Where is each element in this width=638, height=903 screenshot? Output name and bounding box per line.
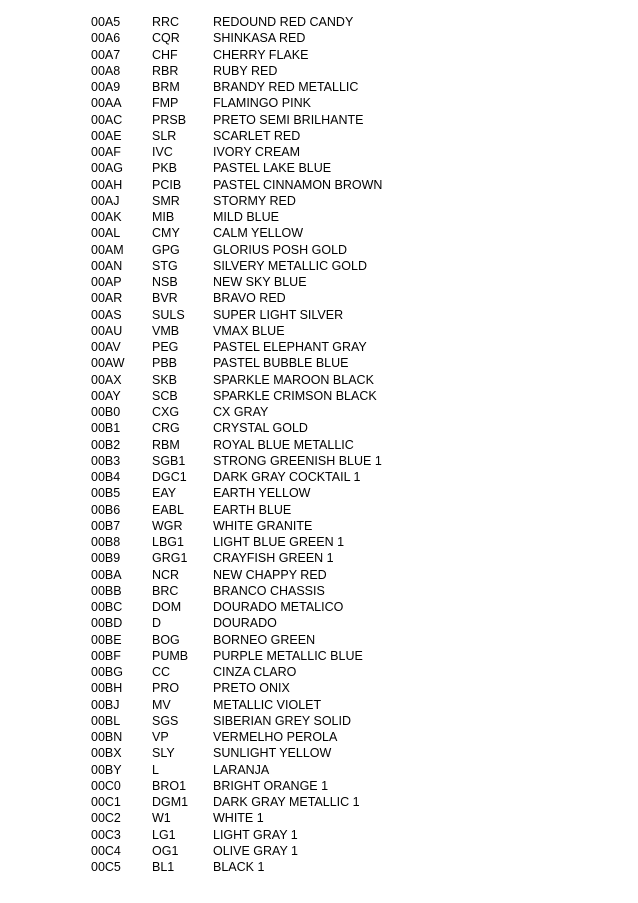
table-row	[91, 567, 513, 583]
table-row	[91, 47, 513, 63]
color-name-cell: STRONG GREENISH BLUE 1	[213, 453, 382, 468]
table-row	[91, 95, 513, 111]
table-row	[91, 599, 513, 615]
table-row	[91, 778, 513, 794]
table-row	[91, 290, 513, 306]
color-code-cell: 00AY	[91, 388, 121, 403]
color-name-cell: METALLIC VIOLET	[213, 697, 322, 712]
color-abbreviation-cell: STG	[152, 258, 178, 273]
color-name-cell: CINZA CLARO	[213, 665, 297, 679]
color-name-cell: GLORIUS POSH GOLD	[213, 242, 348, 257]
color-name-cell: BLACK 1	[213, 860, 265, 874]
color-abbreviation-cell: CMY	[152, 226, 180, 241]
color-abbreviation-cell: OG1	[152, 843, 179, 858]
color-code-cell: 00AR	[91, 291, 123, 306]
table-row	[91, 339, 513, 355]
color-abbreviation-cell: VP	[152, 730, 169, 744]
color-name-cell: PASTEL BUBBLE BLUE	[213, 356, 349, 371]
color-abbreviation-cell: NCR	[152, 567, 180, 582]
color-name-cell: DARK GRAY METALLIC 1	[213, 795, 360, 809]
color-abbreviation-cell: CXG	[152, 405, 180, 419]
table-row	[91, 372, 513, 388]
table-row	[91, 404, 513, 420]
table-row	[91, 664, 513, 680]
table-row	[91, 242, 513, 258]
color-name-cell: ROYAL BLUE METALLIC	[213, 437, 354, 452]
color-code-cell: 00BF	[91, 648, 121, 663]
color-code-cell: 00B5	[91, 486, 121, 501]
color-name-cell: CALM YELLOW	[213, 226, 304, 241]
color-code-cell: 00AW	[91, 356, 125, 371]
color-abbreviation-cell: L	[152, 762, 159, 777]
color-abbreviation-cell: VMB	[152, 323, 180, 338]
color-abbreviation-cell: PUMB	[152, 648, 189, 663]
color-name-cell: WHITE GRANITE	[213, 518, 313, 533]
table-row	[91, 453, 513, 469]
color-code-cell: 00A8	[91, 63, 121, 78]
table-row	[91, 209, 513, 225]
color-code-cell: 00AG	[91, 161, 123, 176]
color-abbreviation-cell: PRSB	[152, 112, 187, 127]
table-row	[91, 615, 513, 631]
color-code-cell: 00AE	[91, 128, 122, 143]
color-abbreviation-cell: MIB	[152, 210, 175, 224]
color-name-cell: CHERRY FLAKE	[213, 47, 309, 62]
color-name-cell: SPARKLE CRIMSON BLACK	[213, 388, 377, 403]
color-name-cell: LIGHT BLUE GREEN 1	[213, 535, 345, 549]
color-code-cell: 00BJ	[91, 697, 120, 712]
table-row	[91, 713, 513, 729]
color-code-cell: 00C5	[91, 860, 121, 874]
color-name-cell: PRETO ONIX	[213, 681, 290, 696]
table-row	[91, 177, 513, 193]
table-row	[91, 729, 513, 745]
color-name-cell: VERMELHO PEROLA	[213, 730, 338, 744]
color-abbreviation-cell: BOG	[152, 632, 180, 647]
color-name-cell: RUBY RED	[213, 63, 278, 78]
color-code-cell: 00BD	[91, 616, 123, 631]
color-name-cell: PASTEL ELEPHANT GRAY	[213, 340, 367, 354]
color-name-cell: LIGHT GRAY 1	[213, 827, 298, 842]
color-name-cell: BRIGHT ORANGE 1	[213, 778, 329, 793]
color-abbreviation-cell: RBR	[152, 63, 179, 78]
color-abbreviation-cell: BRM	[152, 80, 180, 94]
color-code-cell: 00A6	[91, 31, 121, 46]
color-name-cell: BRANDY RED METALLIC	[213, 80, 359, 94]
color-abbreviation-cell: SULS	[152, 307, 185, 322]
color-abbreviation-cell: PEG	[152, 340, 179, 354]
color-code-cell: 00B9	[91, 551, 121, 566]
color-code-cell: 00B1	[91, 421, 121, 436]
color-code-cell: 00BG	[91, 665, 123, 679]
color-abbreviation-cell: DGC1	[152, 470, 187, 484]
color-abbreviation-cell: GPG	[152, 242, 180, 257]
table-row	[91, 225, 513, 241]
table-row	[91, 843, 513, 859]
table-row	[91, 307, 513, 323]
table-row	[91, 550, 513, 566]
table-row	[91, 632, 513, 648]
color-abbreviation-cell: SMR	[152, 193, 180, 208]
color-abbreviation-cell: PCIB	[152, 177, 182, 192]
table-row	[91, 697, 513, 713]
table-row	[91, 274, 513, 290]
table-row	[91, 680, 513, 696]
color-abbreviation-cell: RBM	[152, 437, 180, 452]
color-code-cell: 00C2	[91, 811, 121, 826]
color-code-cell: 00AH	[91, 177, 123, 192]
color-code-cell: 00B4	[91, 470, 121, 484]
color-name-cell: BORNEO GREEN	[213, 632, 316, 647]
color-code-cell: 00AP	[91, 275, 122, 289]
color-code-cell: 00AV	[91, 340, 121, 354]
color-name-cell: SCARLET RED	[213, 128, 301, 143]
table-row	[91, 648, 513, 664]
table-row	[91, 355, 513, 371]
color-abbreviation-cell: D	[152, 616, 162, 631]
color-code-cell: 00AS	[91, 307, 122, 322]
table-row	[91, 30, 513, 46]
color-abbreviation-cell: PRO	[152, 681, 180, 696]
color-name-cell: NEW CHAPPY RED	[213, 567, 327, 582]
color-code-cell: 00AK	[91, 210, 122, 224]
table-row	[91, 258, 513, 274]
color-name-cell: STORMY RED	[213, 193, 296, 208]
color-name-cell: PASTEL LAKE BLUE	[213, 161, 332, 176]
color-name-cell: FLAMINGO PINK	[213, 96, 311, 111]
color-name-cell: EARTH BLUE	[213, 502, 292, 517]
color-name-cell: IVORY CREAM	[213, 145, 301, 159]
color-name-cell: BRAVO RED	[213, 291, 286, 306]
color-abbreviation-cell: SLY	[152, 746, 175, 761]
color-name-cell: SIBERIAN GREY SOLID	[213, 713, 352, 728]
color-name-cell: MILD BLUE	[213, 210, 279, 224]
color-code-cell: 00BY	[91, 762, 122, 777]
table-row	[91, 534, 513, 550]
color-abbreviation-cell: BRC	[152, 583, 179, 598]
color-code-cell: 00AC	[91, 112, 123, 127]
table-row	[91, 810, 513, 826]
color-code-cell: 00BE	[91, 632, 122, 647]
table-row	[91, 762, 513, 778]
table-row	[91, 518, 513, 534]
color-abbreviation-cell: SKB	[152, 372, 178, 387]
color-abbreviation-cell: CQR	[152, 31, 180, 46]
color-abbreviation-cell: BVR	[152, 291, 178, 306]
table-row	[91, 323, 513, 339]
color-code-cell: 00AN	[91, 258, 123, 273]
table-row	[91, 437, 513, 453]
color-name-cell: SILVERY METALLIC GOLD	[213, 258, 367, 273]
color-abbreviation-cell: CHF	[152, 47, 178, 62]
table-row	[91, 859, 513, 875]
table-row	[91, 745, 513, 761]
color-abbreviation-cell: W1	[152, 811, 171, 826]
table-row	[91, 193, 513, 209]
color-code-cell: 00B8	[91, 535, 121, 549]
table-row	[91, 14, 513, 30]
color-code-cell: 00C1	[91, 795, 121, 809]
color-code-cell: 00C3	[91, 827, 121, 842]
table-row	[91, 420, 513, 436]
color-name-cell: VMAX BLUE	[213, 323, 285, 338]
color-abbreviation-cell: FMP	[152, 96, 179, 111]
color-code-table	[91, 14, 513, 875]
color-abbreviation-cell: PKB	[152, 161, 178, 176]
table-row	[91, 160, 513, 176]
color-code-cell: 00B6	[91, 502, 121, 517]
color-abbreviation-cell: LBG1	[152, 535, 184, 549]
color-abbreviation-cell: SGS	[152, 713, 179, 728]
color-code-cell: 00A5	[91, 15, 121, 29]
color-name-cell: EARTH YELLOW	[213, 486, 311, 501]
color-code-cell: 00B7	[91, 518, 121, 533]
color-code-cell: 00B2	[91, 437, 121, 452]
color-name-cell: LARANJA	[213, 762, 270, 777]
color-abbreviation-cell: EABL	[152, 502, 184, 517]
color-abbreviation-cell: NSB	[152, 275, 178, 289]
color-name-cell: DOURADO	[213, 616, 277, 631]
color-code-cell: 00BC	[91, 600, 123, 614]
color-name-cell: REDOUND RED CANDY	[213, 15, 354, 29]
color-code-cell: 00AJ	[91, 193, 120, 208]
color-code-cell: 00AM	[91, 242, 124, 257]
table-row	[91, 388, 513, 404]
color-name-cell: DARK GRAY COCKTAIL 1	[213, 470, 361, 484]
color-code-cell: 00A9	[91, 80, 121, 94]
color-abbreviation-cell: IVC	[152, 145, 173, 159]
color-name-cell: OLIVE GRAY 1	[213, 843, 298, 858]
table-row	[91, 144, 513, 160]
color-code-cell: 00BN	[91, 730, 123, 744]
color-abbreviation-cell: DOM	[152, 600, 182, 614]
color-abbreviation-cell: PBB	[152, 356, 178, 371]
table-row	[91, 469, 513, 485]
color-code-cell: 00B3	[91, 453, 121, 468]
color-code-cell: 00AU	[91, 323, 123, 338]
color-abbreviation-cell: SCB	[152, 388, 178, 403]
table-row	[91, 583, 513, 599]
color-code-cell: 00BL	[91, 713, 121, 728]
color-code-rows	[91, 14, 513, 875]
color-abbreviation-cell: EAY	[152, 486, 177, 501]
color-abbreviation-cell: BL1	[152, 860, 175, 874]
color-code-cell: 00BH	[91, 681, 123, 696]
color-name-cell: SHINKASA RED	[213, 31, 306, 46]
table-row	[91, 128, 513, 144]
table-row	[91, 794, 513, 810]
color-code-cell: 00BB	[91, 583, 122, 598]
color-code-cell: 00BA	[91, 567, 122, 582]
color-abbreviation-cell: CRG	[152, 421, 180, 436]
color-code-cell: 00BX	[91, 746, 122, 761]
color-name-cell: PASTEL CINNAMON BROWN	[213, 177, 383, 192]
color-name-cell: CRYSTAL GOLD	[213, 421, 308, 436]
color-name-cell: NEW SKY BLUE	[213, 275, 307, 289]
color-name-cell: CRAYFISH GREEN 1	[213, 551, 334, 566]
color-abbreviation-cell: WGR	[152, 518, 183, 533]
color-abbreviation-cell: MV	[152, 697, 171, 712]
color-code-cell: 00A7	[91, 47, 121, 62]
color-name-cell: SPARKLE MAROON BLACK	[213, 372, 374, 387]
color-name-cell: DOURADO METALICO	[213, 600, 344, 614]
color-code-cell: 00AA	[91, 96, 122, 111]
color-abbreviation-cell: BRO1	[152, 778, 187, 793]
color-abbreviation-cell: SLR	[152, 128, 177, 143]
color-name-cell: WHITE 1	[213, 811, 264, 826]
color-abbreviation-cell: LG1	[152, 827, 176, 842]
color-abbreviation-cell: DGM1	[152, 795, 189, 809]
color-name-cell: BRANCO CHASSIS	[213, 583, 325, 598]
color-abbreviation-cell: RRC	[152, 15, 180, 29]
color-name-cell: PRETO SEMI BRILHANTE	[213, 112, 364, 127]
table-row	[91, 485, 513, 501]
color-name-cell: SUPER LIGHT SILVER	[213, 307, 344, 322]
color-abbreviation-cell: GRG1	[152, 551, 188, 566]
color-name-cell: CX GRAY	[213, 405, 269, 419]
color-abbreviation-cell: SGB1	[152, 453, 186, 468]
table-row	[91, 502, 513, 518]
table-row	[91, 827, 513, 843]
table-row	[91, 63, 513, 79]
table-row	[91, 112, 513, 128]
color-code-cell: 00C0	[91, 778, 121, 793]
color-abbreviation-cell: CC	[152, 665, 171, 679]
color-name-cell: PURPLE METALLIC BLUE	[213, 648, 363, 663]
color-code-cell: 00C4	[91, 843, 121, 858]
color-name-cell: SUNLIGHT YELLOW	[213, 746, 332, 761]
color-code-cell: 00B0	[91, 405, 121, 419]
table-row	[91, 79, 513, 95]
color-code-cell: 00AL	[91, 226, 121, 241]
color-code-cell: 00AX	[91, 372, 122, 387]
color-code-cell: 00AF	[91, 145, 121, 159]
